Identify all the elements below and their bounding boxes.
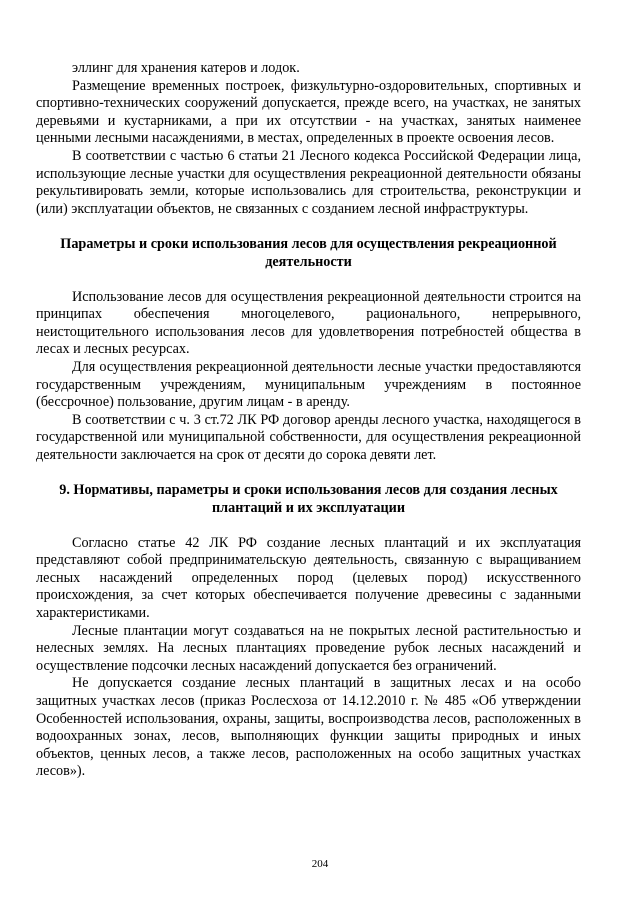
spacer — [36, 464, 581, 482]
paragraph-plantation-lands: Лесные плантации могут создаваться на не покрытых лесной растительностью и нелесных землях. На лесных плантациях проведение рубок лесных насаждений и осуществление подсочки лесных насаждений допускается без ограничений. — [36, 622, 581, 674]
paragraph-temporary-structures: Размещение временных построек, физкультурно-оздоровительных, спортивных и спортивно-технических сооружений допускается, прежде всего, на участках, не занятых деревьями и кустарниками, а при их отсутствии - на участках, занятых наименее ценными лесными насаждениями, в местах, определенных в проекте освоения лесов. — [36, 77, 581, 147]
paragraph-intro-continuation: эллинг для хранения катеров и лодок. — [72, 60, 300, 76]
section-heading-recreation-parameters: Параметры и сроки использования лесов для осуществления рекреационной деятельности — [60, 236, 557, 270]
paragraph-plantation-restrictions: Не допускается создание лесных плантаций в защитных лесах и на особо защитных участках лесов (приказ Рослесхоза от 14.12.2010 г. № 485 «Об утверждении Особенностей использования, охраны, защиты, воспроизводства лесов, расположенных в водоохранных зонах, лесов, выполняющих функции защиты природных и иных объектов, ценных лесов, а также лесов, расположенных на особо защитных участках лесов»). — [36, 675, 581, 780]
paragraph-recreation-provision: Для осуществления рекреационной деятельности лесные участки предоставляются государственным учреждениям, муниципальным учреждениям в постоянное (бессрочное) пользование, другим лицам - в аренду. — [36, 358, 581, 411]
document-page — [36, 60, 581, 781]
paragraph-recreation-principles: Использование лесов для осуществления рекреационной деятельности строится на принципах обеспечения многоцелевого, рационального, непрерывного, неистощительного использования лесов для удовлетворения потребностей общества в лесах и лесных ресурсах. — [36, 288, 581, 358]
spacer — [36, 218, 581, 236]
spacer — [36, 272, 581, 289]
paragraph-recultivation: В соответствии с частью 6 статьи 21 Лесного кодекса Российской Федерации лица, использующие лесные участки для осуществления рекреационной деятельности обязаны рекультивировать земли, которые использовались для строительства, реконструкции и (или) эксплуатации объектов, не связанных с созданием лесной инфраструктуры. — [36, 147, 581, 217]
paragraph-plantation-definition: Согласно статье 42 ЛК РФ создание лесных плантаций и их эксплуатация представляют собой предпринимательскую деятельность, связанную с выращиванием лесных насаждений определенных пород (целевых пород) искусственного происхождения, за счет которых обеспечивается получение древесины с заданными характеристиками. — [36, 534, 581, 622]
section-heading-forest-plantations: 9. Нормативы, параметры и сроки использования лесов для создания лесных плантаций и их эксплуатации — [59, 482, 558, 517]
paragraph-recreation-lease-term: В соответствии с ч. 3 ст.72 ЛК РФ договор аренды лесного участка, находящегося в государственной или муниципальной собственности, для осуществления рекреационной деятельности заключается на срок от десяти до сорока девяти лет. — [36, 411, 581, 463]
spacer — [36, 518, 581, 535]
page-number: 204 — [311, 858, 329, 870]
